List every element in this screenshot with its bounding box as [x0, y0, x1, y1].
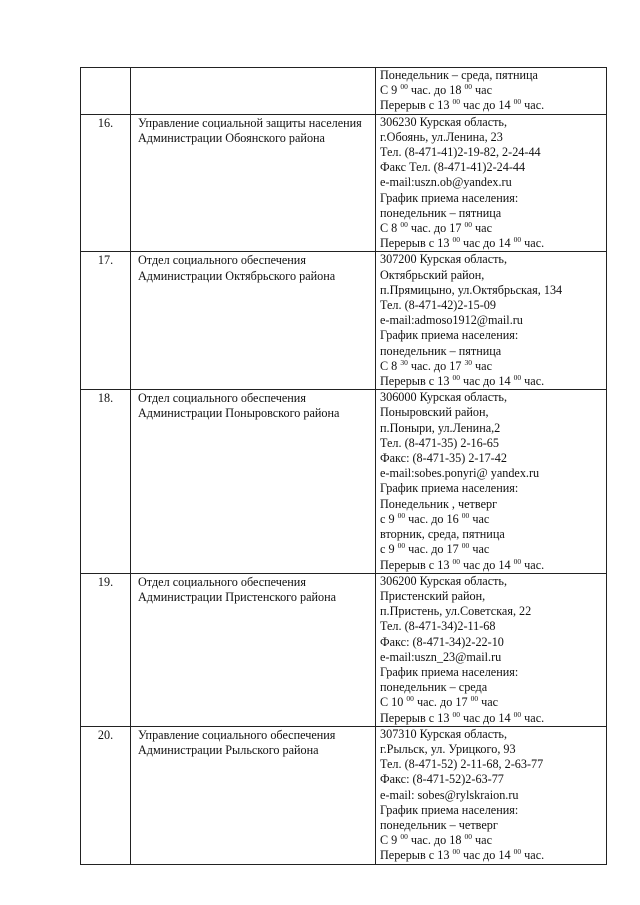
- info-line: График приема населения:: [380, 190, 519, 205]
- office-contact-info: [376, 573, 607, 726]
- info-line: [380, 711, 604, 726]
- time-minutes: 00: [513, 556, 522, 566]
- table-row: [81, 114, 607, 252]
- info-line: e-mail:uszn.ob@yandex.ru: [380, 175, 512, 190]
- time-minutes: 00: [452, 97, 460, 107]
- time-text: час. до 17: [407, 358, 465, 373]
- info-line: 306000 Курская область,: [380, 390, 508, 405]
- info-line: Факс: (8-471-52)2-63-77: [380, 772, 504, 787]
- table-row: [81, 390, 607, 573]
- time-minutes: 00: [464, 220, 472, 230]
- info-line: Тел. (8-471-42)2-15-09: [380, 298, 496, 313]
- time-text: час до 14: [460, 848, 514, 863]
- time-text: час. до 17: [407, 221, 465, 236]
- time-text: час: [469, 542, 490, 557]
- row-number: 20.: [81, 726, 131, 864]
- time-text: час.: [521, 236, 545, 251]
- table-row: [81, 726, 607, 864]
- time-text: час.: [521, 374, 545, 389]
- info-line: г.Обоянь, ул.Ленина, 23: [380, 129, 503, 144]
- time-text: С 8: [380, 221, 401, 236]
- info-line: e-mail:uszn_23@mail.ru: [380, 649, 502, 664]
- time-text: час: [472, 358, 492, 373]
- office-contact-info: [376, 68, 607, 115]
- offices-table-body: [81, 68, 607, 865]
- time-text: с 9: [380, 511, 398, 526]
- time-minutes: 00: [400, 832, 408, 842]
- time-minutes: 00: [452, 709, 460, 719]
- time-text: час.: [521, 710, 545, 725]
- info-line: [380, 848, 604, 863]
- time-text: Перерыв с 13: [380, 236, 453, 251]
- info-line: 306200 Курская область,: [380, 573, 508, 588]
- info-line: 307200 Курская область,: [380, 252, 508, 267]
- time-text: Перерыв с 13: [380, 710, 453, 725]
- office-contact-info: [376, 726, 607, 864]
- time-minutes: 00: [452, 847, 460, 857]
- office-name: Отдел социального обеспечения Администрации Пристенского района: [131, 573, 376, 726]
- time-text: час.: [521, 557, 545, 572]
- time-minutes: 00: [452, 235, 460, 245]
- time-text: час. до 16: [405, 511, 462, 526]
- office-name: Управление социального обеспечения Администрации Рыльского района: [131, 726, 376, 864]
- table-row: [81, 573, 607, 726]
- time-minutes: 00: [470, 694, 479, 704]
- info-line: [380, 695, 604, 710]
- info-line: Факс Тел. (8-471-41)2-24-44: [380, 160, 526, 175]
- info-line: Тел. (8-471-41)2-19-82, 2-24-44: [380, 145, 541, 160]
- time-minutes: 00: [513, 373, 522, 383]
- time-text: час: [472, 833, 492, 848]
- info-line: п.Прямицыно, ул.Октябрьская, 134: [380, 282, 563, 297]
- time-text: Перерыв с 13: [380, 374, 453, 389]
- info-line: График приема населения:: [380, 328, 519, 343]
- info-line: понедельник – четверг: [380, 817, 498, 832]
- time-text: С 10: [380, 695, 407, 710]
- row-number: 17.: [81, 252, 131, 390]
- info-line: [380, 83, 604, 98]
- info-line: Тел. (8-471-52) 2-11-68, 2-63-77: [380, 757, 544, 772]
- info-line: 306230 Курская область,: [380, 114, 508, 129]
- time-text: час до 14: [460, 98, 514, 113]
- time-minutes: 00: [397, 510, 406, 520]
- info-line: п.Пристень, ул.Советская, 22: [380, 604, 532, 619]
- info-line: [380, 542, 604, 557]
- info-line: [380, 558, 604, 573]
- time-text: час. до 18: [407, 833, 465, 848]
- time-minutes: 00: [452, 556, 460, 566]
- row-number: 16.: [81, 114, 131, 252]
- time-minutes: 30: [400, 357, 408, 367]
- time-text: Перерыв с 13: [380, 98, 453, 113]
- info-line: г.Рыльск, ул. Урицкого, 93: [380, 741, 516, 756]
- time-minutes: 00: [461, 541, 470, 551]
- office-name: Управление социальной защиты населения Администрации Обоянского района: [131, 114, 376, 252]
- time-minutes: 00: [513, 97, 522, 107]
- info-line: e-mail:sobes.ponyri@ yandex.ru: [380, 466, 540, 481]
- info-line: e-mail: sobes@rylskraion.ru: [380, 787, 519, 802]
- time-text: час. до 17: [405, 542, 462, 557]
- time-text: с 9: [380, 542, 398, 557]
- time-minutes: 00: [397, 541, 406, 551]
- office-name: Отдел социального обеспечения Администрации Поныровского района: [131, 390, 376, 573]
- row-number: 19.: [81, 573, 131, 726]
- info-line: График приема населения:: [380, 481, 519, 496]
- time-minutes: 00: [406, 694, 414, 704]
- time-text: Перерыв с 13: [380, 848, 453, 863]
- info-line: Тел. (8-471-35) 2-16-65: [380, 435, 499, 450]
- time-minutes: 00: [464, 82, 472, 92]
- info-line: понедельник – пятница: [380, 343, 502, 358]
- office-contact-info: [376, 114, 607, 252]
- office-name: Отдел социального обеспечения Администрации Октябрьского района: [131, 252, 376, 390]
- time-text: час. до 17: [413, 695, 471, 710]
- info-line: понедельник – среда: [380, 680, 488, 695]
- time-text: С 9: [380, 833, 401, 848]
- time-text: Перерыв с 13: [380, 557, 453, 572]
- table-row: [81, 252, 607, 390]
- time-text: час: [478, 695, 499, 710]
- office-name: [131, 68, 376, 115]
- time-text: час. до 18: [407, 83, 465, 98]
- time-text: час до 14: [460, 374, 514, 389]
- info-line: [380, 236, 604, 251]
- table-row: [81, 68, 607, 115]
- info-line: вторник, среда, пятница: [380, 527, 505, 542]
- info-line: Понедельник , четверг: [380, 496, 498, 511]
- info-line: [380, 374, 604, 389]
- info-line: Понедельник – среда, пятница: [380, 68, 538, 82]
- info-line: [380, 833, 604, 848]
- time-text: час до 14: [460, 236, 514, 251]
- time-text: С 9: [380, 83, 401, 98]
- info-line: понедельник – пятница: [380, 205, 502, 220]
- info-line: Октябрьский район,: [380, 267, 485, 282]
- time-text: час: [472, 83, 492, 98]
- info-line: [380, 512, 604, 527]
- info-line: Факс: (8-471-35) 2-17-42: [380, 451, 507, 466]
- time-minutes: 00: [400, 82, 408, 92]
- info-line: e-mail:admoso1912@mail.ru: [380, 313, 523, 328]
- row-number: 18.: [81, 390, 131, 573]
- offices-table: [80, 67, 607, 865]
- info-line: [380, 98, 604, 113]
- info-line: Факс: (8-471-34)2-22-10: [380, 634, 504, 649]
- time-text: час: [472, 221, 492, 236]
- time-minutes: 00: [461, 510, 470, 520]
- time-minutes: 00: [513, 847, 522, 857]
- time-minutes: 00: [513, 235, 522, 245]
- info-line: График приема населения:: [380, 802, 519, 817]
- time-text: час: [469, 511, 490, 526]
- info-line: 307310 Курская область,: [380, 726, 508, 741]
- time-text: С 8: [380, 358, 401, 373]
- time-text: час до 14: [460, 710, 514, 725]
- time-minutes: 00: [513, 709, 522, 719]
- time-minutes: 00: [452, 373, 460, 383]
- info-line: [380, 221, 604, 236]
- info-line: Пристенский район,: [380, 588, 486, 603]
- row-number: [81, 68, 131, 115]
- office-contact-info: [376, 252, 607, 390]
- office-contact-info: [376, 390, 607, 573]
- info-line: Поныровский район,: [380, 405, 489, 420]
- time-text: час до 14: [460, 557, 514, 572]
- time-text: час.: [521, 848, 545, 863]
- info-line: График приема населения:: [380, 664, 519, 679]
- info-line: п.Поныри, ул.Ленина,2: [380, 420, 501, 435]
- time-minutes: 00: [400, 220, 408, 230]
- time-minutes: 30: [464, 357, 472, 367]
- time-text: час.: [521, 98, 545, 113]
- info-line: [380, 359, 604, 374]
- time-minutes: 00: [464, 832, 472, 842]
- info-line: Тел. (8-471-34)2-11-68: [380, 619, 496, 634]
